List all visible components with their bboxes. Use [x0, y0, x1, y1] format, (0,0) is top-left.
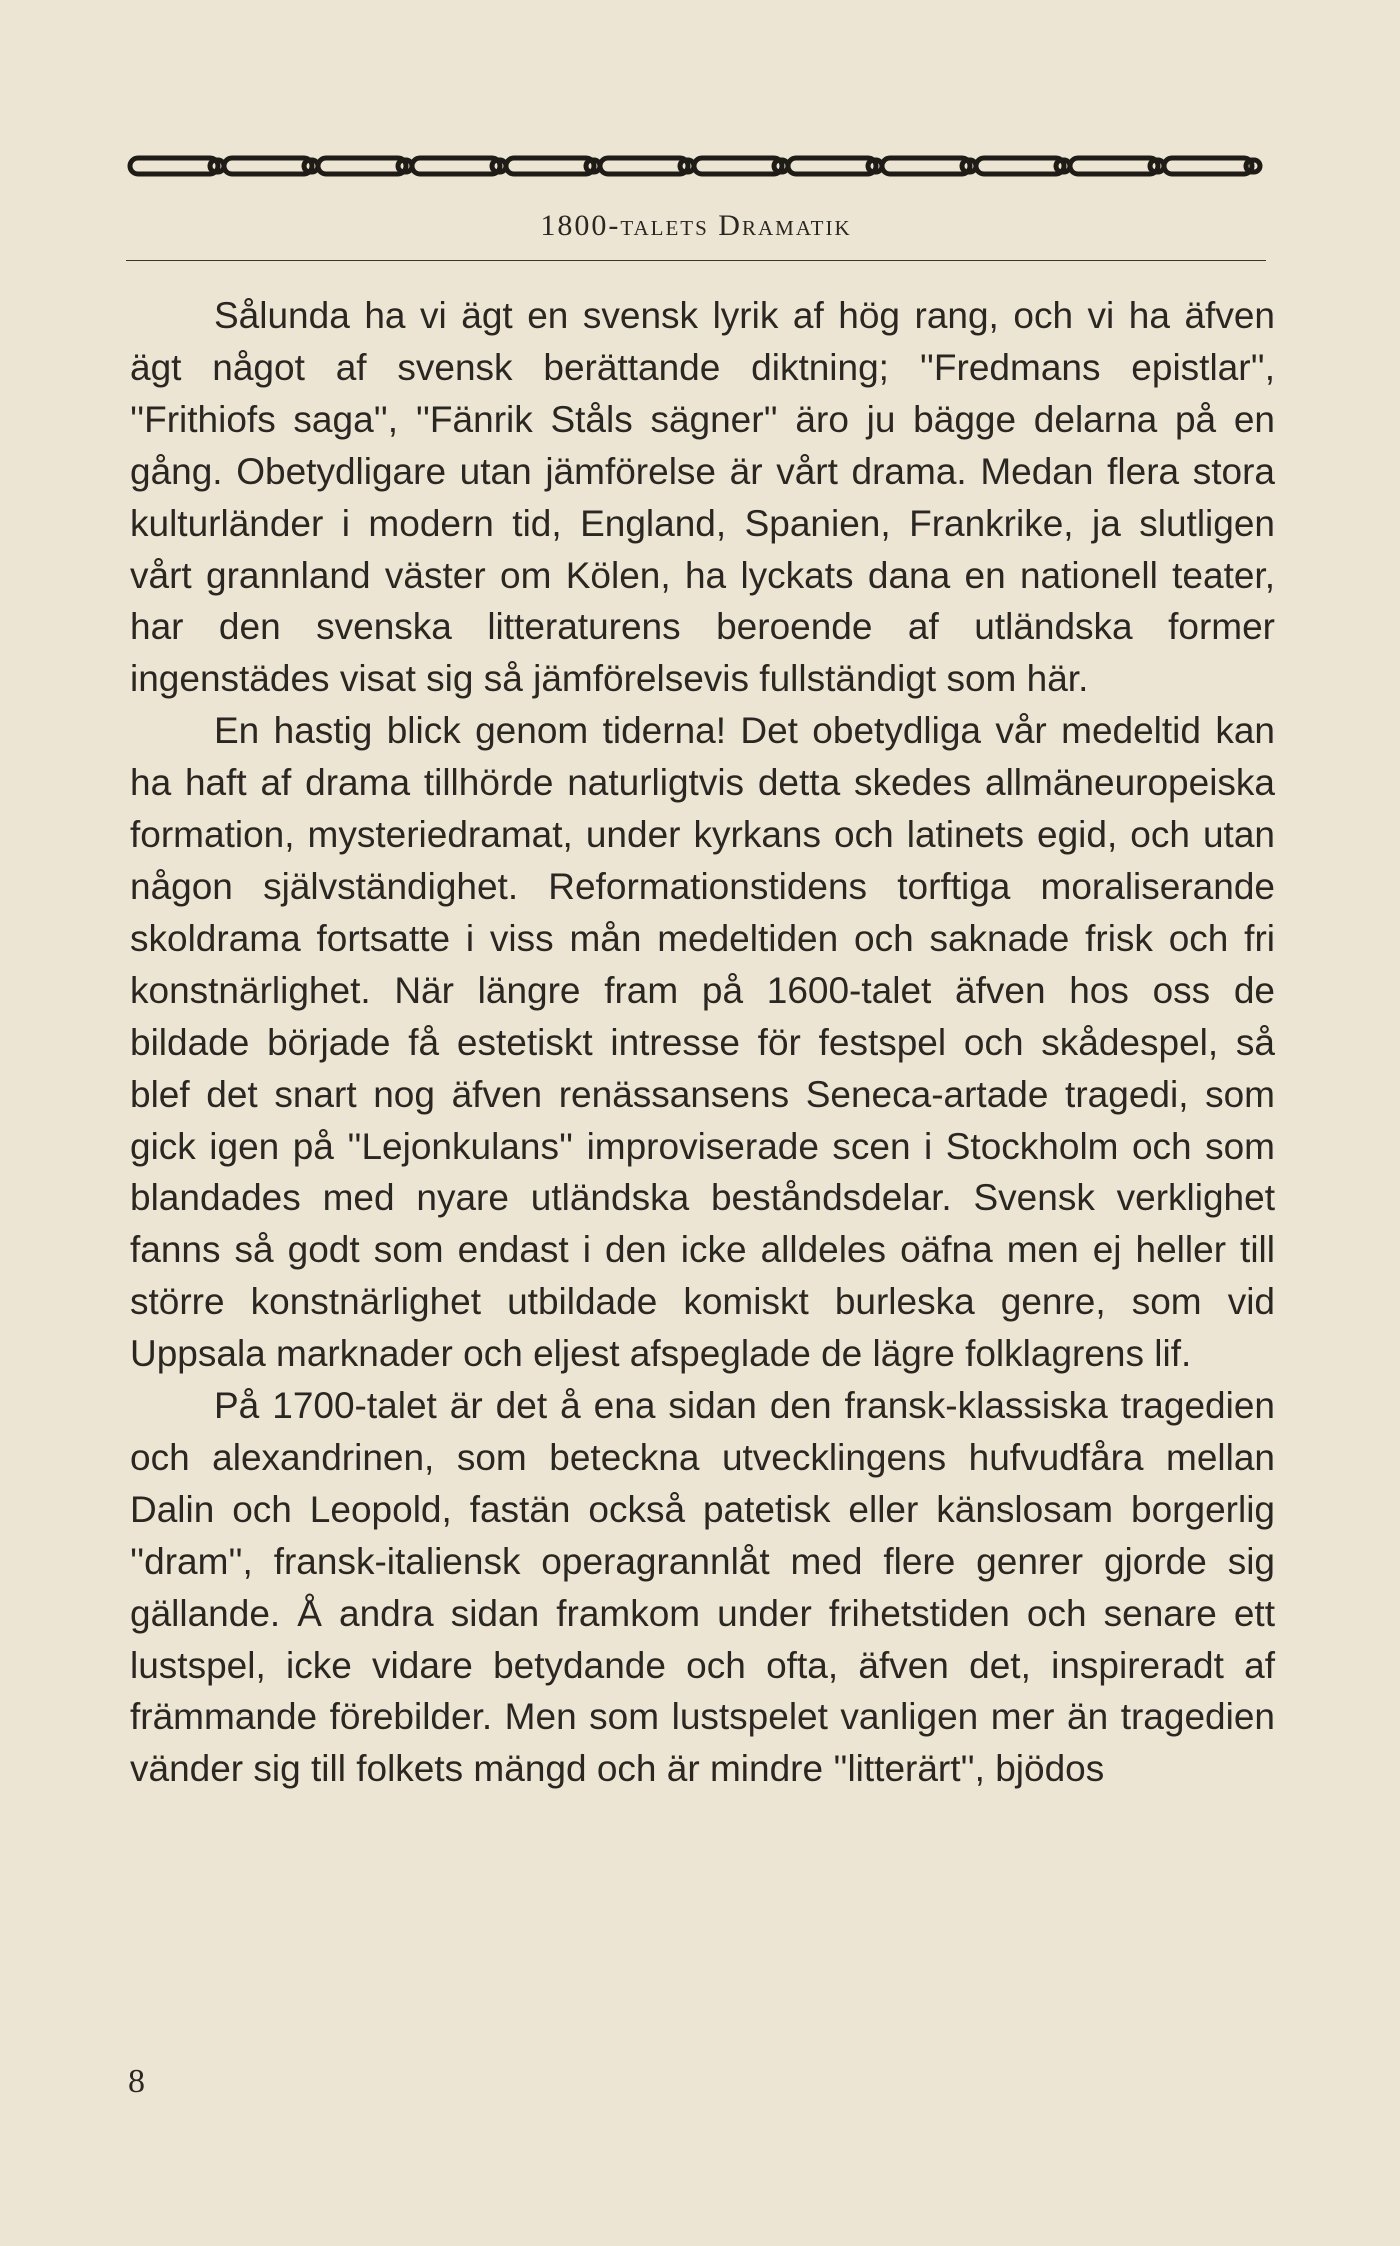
paragraph: Sålunda ha vi ägt en svensk lyrik af hög rang, och vi ha äfven ägt något af svensk berättande diktning; ''Fredmans epistlar'', ''Frithiofs saga'', ''Fänrik Ståls sägner'' äro ju bägge delarna på en gång. Obetydligare utan jämförelse är vårt drama. Medan flera stora kulturländer i modern tid, England, Spanien, Frankrike, ja slutligen vårt grannland väster om Kölen, ha lyckats dana en nationell teater, har den svenska litteraturens beroende af utländska former ingenstädes visat sig så jämförelsevis fullständigt som här. — [130, 295, 1275, 700]
header-rule — [126, 260, 1266, 261]
page-number: 8 — [128, 2063, 145, 2100]
paragraph: På 1700-talet är det å ena sidan den fransk-klassiska tragedien och alexandrinen, som beteckna utvecklingens hufvudfåra mellan Dalin och Leopold, fastän också patetisk eller känslosam borgerlig ''dram'', fransk-italiensk operagrannlåt med flere genrer gjorde sig gällande. Å andra sidan framkom under frihetstiden och senare ett lustspel, icke vidare betydande och ofta, äfven det, inspireradt af främmande förebilder. Men som lustspelet vanligen mer än tragedien vänder sig till folkets mängd och är mindre ''litterärt'', bjödos — [130, 1385, 1275, 1790]
paragraph: En hastig blick genom tiderna! Det obetydliga vår medeltid kan ha haft af drama tillhörde naturligtvis detta skedes allmäneuropeiska formation, mysteriedramat, under kyrkans och latinets egid, och utan någon självständighet. Reformationstidens torftiga moraliserande skoldrama fortsatte i viss mån medeltiden och saknade frisk och fri konstnärlighet. När längre fram på 1600-talet äfven hos oss de bildade började få estetiskt intresse för festspel och skådespel, så blef det snart nog äfven renässansens Seneca-artade tragedi, som gick igen på ''Lejonkulans'' improviserade scen i Stockholm och som blandades med nyare utländska beståndsdelar. Svensk verklighet fanns så godt som endast i den icke alldeles oäfna men ej heller till större konstnärlighet utbildade komiskt burleska genre, som vid Uppsala marknader och eljest afspeglade de lägre folklagrens lif. — [130, 710, 1275, 1375]
running-head: 1800-talets Dramatik — [540, 209, 852, 242]
chain-ornament — [126, 152, 1266, 180]
body-text — [130, 290, 1275, 1795]
